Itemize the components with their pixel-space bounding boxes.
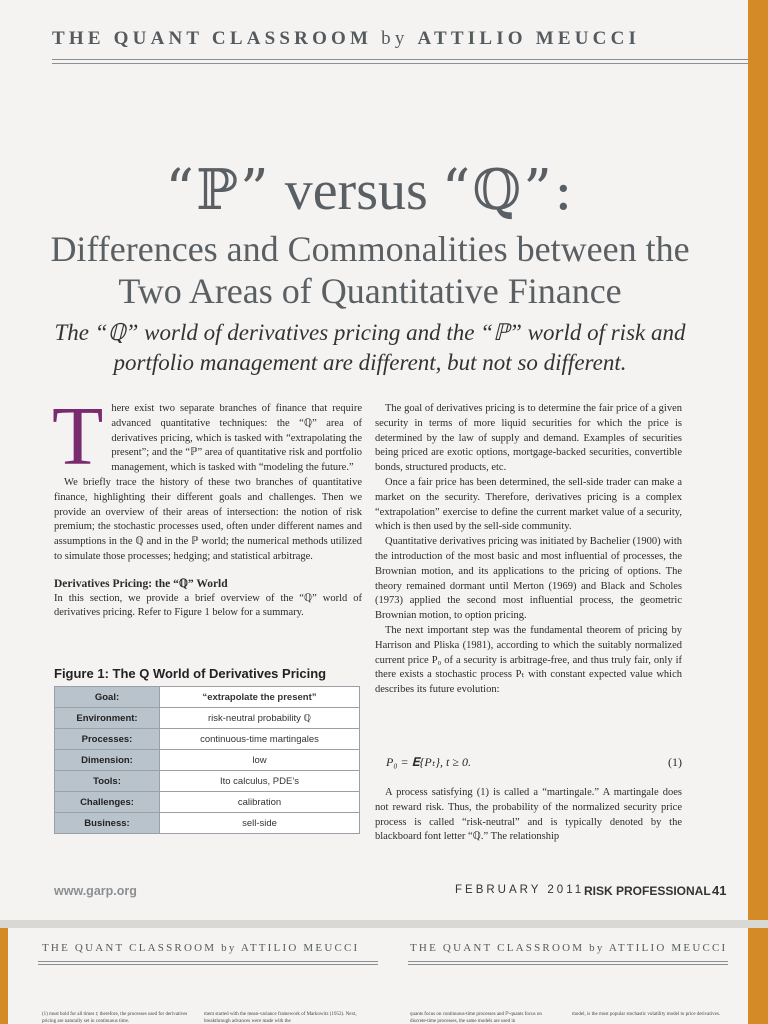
article-title [0,158,740,223]
title-q-symbol: “ℚ”: [441,158,575,223]
section-heading: Derivatives Pricing: the “ℚ” World [54,577,228,590]
header-rule-bottom [52,63,748,64]
title-versus: versus [284,160,428,222]
figure-table [54,686,360,834]
header-by: by [381,28,409,49]
left-column [52,390,362,621]
footer-magazine: RISK PROFESSIONAL [584,884,711,898]
next-right-header: THE QUANT CLASSROOM by ATTILIO MEUCCI [410,942,728,954]
figure-row-value: Ito calculus, PDE’s [160,771,360,792]
next-page-edge-accent-right [748,928,768,1024]
figure-row-value: sell-side [160,813,360,834]
equation-body: P₀ = 𝐄{Pₜ}, t ≥ 0. [386,755,471,769]
fair-price-paragraph: Once a fair price has been determined, the sell-side trader can make a market on the security. Therefore, derivatives pricing is a complex “extrapolation” exercise to define the current market value of a security, which is then used by the sell-side community. [375,476,682,533]
next-right-rule-a [408,961,728,962]
figure-row-value: risk-neutral probability ℚ [160,708,360,729]
figure-row-value: calibration [160,792,360,813]
title-p-symbol: “ℙ” [165,158,271,223]
figure-row [55,687,360,708]
next-left-text-a: (1) must hold for all times t; therefore, the processes used for derivatives pricing are naturally set in continuous time. [42,1012,188,1024]
intro-paragraph [52,390,362,483]
figure-row [55,708,360,729]
figure-row [55,813,360,834]
column-header [52,28,692,50]
figure-row [55,750,360,771]
figure-row-label: Challenges: [55,792,160,813]
right-column [375,402,682,698]
figure-row [55,729,360,750]
figure-row-label: Goal: [55,687,160,708]
footer-date: FEBRUARY 2011 [455,884,585,896]
next-left-rule-b [38,964,378,965]
figure-row-label: Tools: [55,771,160,792]
figure-row-value: continuous-time martingales [160,729,360,750]
figure-row-label: Business: [55,813,160,834]
next-right-rule-b [408,964,728,965]
next-right-text-a: quants focus on continuous-time processes and ℙ-quants focus on discrete-time processes, the same models are used in [410,1012,542,1024]
next-right-text-b: model, is the most popular stochastic volatility model to price derivatives. [572,1012,721,1017]
history-paragraph: Quantitative derivatives pricing was initiated by Bachelier (1900) with the introduction of the most basic and most influential of processes, the Brownian motion, and its applications to the pricing of options. The theory remained dormant until Merton (1969) and Black and Scholes (1973) applied the second most influential process, the geometric Brownian motion, to option pricing. [375,536,682,622]
header-rule-top [52,59,748,60]
equation-number: (1) [668,755,682,769]
figure-row [55,771,360,792]
next-left-header: THE QUANT CLASSROOM by ATTILIO MEUCCI [42,942,360,954]
drop-cap: T [52,390,104,483]
figure-title: Figure 1: The Q World of Derivatives Pricing [54,666,327,681]
figure-row-label: Dimension: [55,750,160,771]
page-gap [0,920,768,928]
figure-row-value: “extrapolate the present” [160,687,360,708]
next-page-edge-accent-left [0,928,8,1024]
figure-row-label: Processes: [55,729,160,750]
goal-paragraph: The goal of derivatives pricing is to determine the fair price of a given security in terms of more liquid securities for which the price is determined by the law of supply and demand. Examples of securities being priced are exotic options, mortgage-backed securities, convertible bonds, structured products, etc. [375,403,682,474]
next-left-rule-a [38,961,378,962]
overview-paragraph: We briefly trace the history of these two branches of quantitative finance, highlighting their different goals and challenges. Then we provide an overview of their areas of intersection: the notion of risk premium; the stochastic processes used, often under different names and assumptions in the ℚ and in the ℙ world; the numerical methods utilized to simulate those processes; hedging; and statistical arbitrage. [54,476,362,562]
figure-row-label: Environment: [55,708,160,729]
page-edge-accent [748,0,768,920]
figure-row-value: low [160,750,360,771]
martingale-paragraph: A process satisfying (1) is called a “martingale.” A martingale does not reward risk. Thus, the probability of the normalized security price process is called “risk-neutral” and is typically denoted by the blackboard font letter “ℚ.” The relationship [375,787,682,843]
intro-text: here exist two separate branches of finance that require advanced quantitative techniques: the “ℚ” area of derivatives pricing, which is tasked with “extrapolating the present”; and the “ℙ” area of quantitative risk and portfolio management, which is tasked with “modeling the future.” [111,403,362,474]
footer-url[interactable]: www.garp.org [54,884,137,898]
section-intro-paragraph: In this section, we provide a brief overview of the “ℚ” world of derivatives pricing. Refer to Figure 1 below for a summary. [54,592,362,619]
right-column-continued [375,786,682,845]
article-subtitle: Differences and Commonalities between the Two Areas of Quantitative Finance [50,229,690,311]
article-lede: The “ℚ” world of derivatives pricing and the “ℙ” world of risk and portfolio management are different, but not so different. [54,320,686,375]
header-series: THE QUANT CLASSROOM [52,28,373,49]
header-author: ATTILIO MEUCCI [417,28,641,49]
equation-1 [386,755,682,770]
footer-page-number: 41 [712,883,727,898]
theorem-paragraph: The next important step was the fundamental theorem of pricing by Harrison and Pliska (1981), according to which the suitably normalized current price P₀ of a security is arbitrage-free, and thus truly fair, only if there exists a stochastic process Pₜ with constant expected value which describes its future evolution: [375,624,682,696]
figure-row [55,792,360,813]
next-left-text-b: ment started with the mean-variance framework of Markowitz (1952). Next, breakthrough advances were made with the [204,1012,357,1024]
